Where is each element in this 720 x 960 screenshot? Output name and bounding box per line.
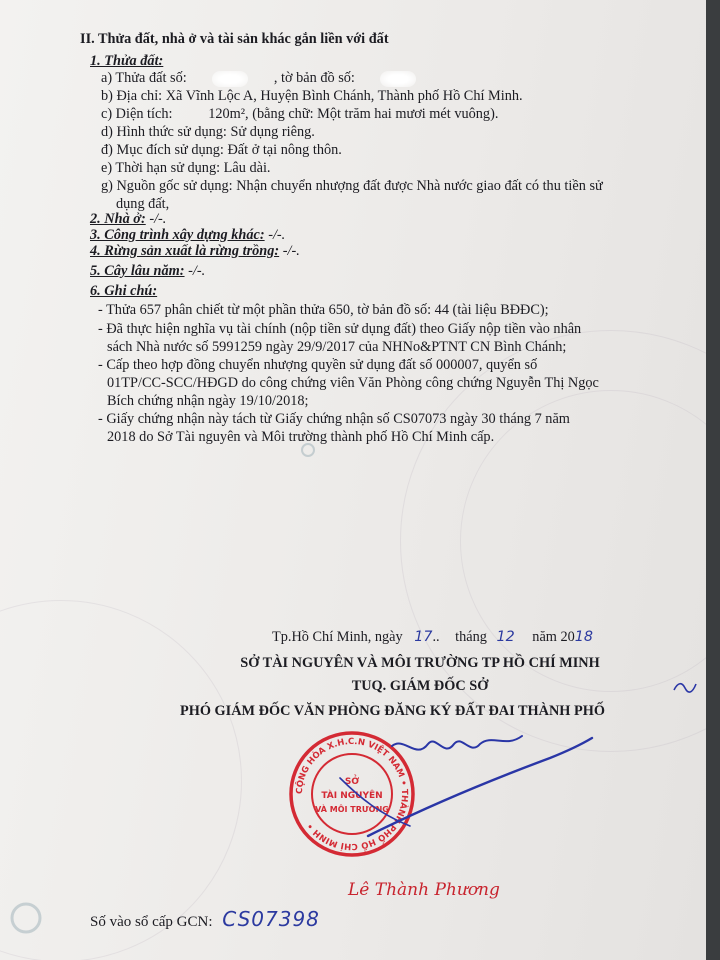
note-line: Bích chứng nhận ngày 19/10/2018; (107, 393, 309, 409)
section4-row (90, 242, 300, 260)
signer-title: PHÓ GIÁM ĐỐC VĂN PHÒNG ĐĂNG KÝ ĐẤT ĐAI THÀNH PHỐ (180, 703, 605, 719)
redacted-parcel-number (212, 71, 248, 87)
note-line: 2018 do Sở Tài nguyên và Môi trường thành phố Hồ Chí Minh cấp. (107, 429, 495, 445)
signing-authority: TUQ. GIÁM ĐỐC SỞ (351, 678, 489, 694)
section1-title (90, 52, 163, 70)
tilde-mark-icon (672, 676, 698, 698)
section4-value: -/-. (282, 243, 300, 259)
section5-title: 5. Cây lâu năm: (90, 263, 185, 279)
section6-title (90, 282, 157, 300)
address-row: b) Địa chỉ: Xã Vĩnh Lộc A, Huyện Bình Chánh, Thành phố Hồ Chí Minh. (101, 88, 523, 104)
section5-row (90, 262, 205, 280)
note-line: - Cấp theo hợp đồng chuyển nhượng quyền sử dụng đất số 000007, quyển số (98, 357, 538, 373)
handwritten-signature (330, 718, 610, 858)
section6-title-text: 6. Ghi chú: (90, 283, 158, 299)
redacted-map-sheet-number (380, 71, 416, 87)
signing-organization: SỞ TÀI NGUYÊN VÀ MÔI TRƯỜNG TP HỒ CHÍ MINH (240, 655, 600, 671)
stamp-ring-text: CỘNG HÒA X.H.C.N VIỆT NAM • THÀNH PHỐ HỒ CHÍ MINH • (294, 736, 410, 852)
watermark-logo-icon (6, 898, 46, 938)
date-month-label: tháng (455, 629, 487, 645)
gcn-label: Số vào sổ cấp GCN: (90, 914, 213, 930)
date-month: 12 (496, 629, 515, 645)
stamp-center-line: TÀI NGUYÊN (321, 791, 383, 801)
usage-purpose-row: đ) Mục đích sử dụng: Đất ở tại nông thôn. (101, 142, 342, 158)
map-sheet-label: , tờ bản đồ số: (273, 70, 355, 86)
date-year-label: năm 20 (532, 629, 575, 645)
usage-term-row: e) Thời hạn sử dụng: Lâu dài. (101, 160, 271, 176)
section3-value: -/-. (268, 227, 286, 243)
stamp-center-line: VÀ MÔI TRƯỜNG (315, 805, 389, 814)
date-day: 17 (414, 629, 433, 645)
section5-value: -/-. (188, 263, 206, 279)
section4-title: 4. Rừng sản xuất là rừng trồng: (90, 243, 280, 259)
stamp-center-line: SỞ (344, 777, 360, 787)
section3-title: 3. Công trình xây dựng khác: (90, 227, 265, 243)
origin-row: g) Nguồn gốc sử dụng: Nhận chuyển nhượng đất được Nhà nước giao đất có thu tiền sử (101, 178, 603, 194)
usage-form-row: d) Hình thức sử dụng: Sử dụng riêng. (101, 124, 315, 140)
note-line: 01TP/CC-SCC/HĐGD do công chứng viên Văn Phòng công chứng Nguyễn Thị Ngọc (107, 375, 599, 391)
note-line: sách Nhà nước số 5991259 ngày 29/9/2017 của NHNo&PTNT CN Bình Chánh; (107, 339, 567, 355)
gcn-row (90, 907, 320, 931)
area-row: c) Diện tích: 120m², (bằng chữ: Một trăm hai mươi mét vuông). (101, 106, 499, 122)
note-line: - Đã thực hiện nghĩa vụ tài chính (nộp tiền sử dụng đất) theo Giấy nộp tiền vào nhân (98, 321, 582, 337)
date-year: 18 (574, 629, 593, 645)
section2-value: -/-. (149, 211, 167, 227)
watermark-logo-icon (300, 442, 316, 458)
parcel-number-label: a) Thửa đất số: (101, 70, 187, 86)
note-line: - Giấy chứng nhận này tách từ Giấy chứng nhận số CS07073 ngày 30 tháng 7 năm (98, 411, 570, 427)
issue-date: Tp.Hồ Chí Minh, ngày 17.. tháng 12 năm 2018 (272, 629, 593, 645)
signer-name: Lê Thành Phương (348, 880, 500, 900)
section1-title-text: 1. Thửa đất: (90, 53, 164, 69)
section-heading: II. Thửa đất, nhà ở và tài sản khác gắn liền với đất (80, 31, 389, 47)
section2-title: 2. Nhà ở: (90, 211, 146, 227)
origin-row-continued: dụng đất, (116, 196, 170, 212)
parcel-number-row (101, 69, 416, 87)
note-line: - Thửa 657 phân chiết từ một phần thửa 650, tờ bản đồ số: 44 (tài liệu BĐĐC); (98, 302, 549, 318)
date-prefix: Tp.Hồ Chí Minh, ngày (272, 629, 403, 645)
gcn-number: CS07398 (222, 907, 320, 931)
